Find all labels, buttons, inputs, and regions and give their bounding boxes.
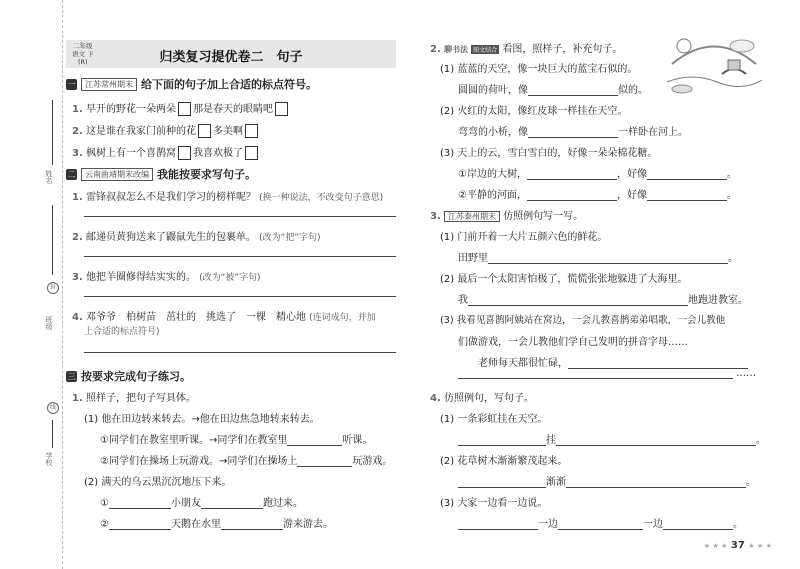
s1-q2-text-a: 这是谁在我家门前种的花 bbox=[85, 126, 196, 137]
r-q4-text: 仿照例句，写句子。 bbox=[443, 393, 534, 404]
s3-p1a1 bbox=[100, 431, 372, 446]
s2-q3-num: 3. bbox=[72, 272, 83, 283]
r-q4c-l2a: 一边 bbox=[538, 519, 558, 530]
stars-right: ★ ★ ★ bbox=[748, 542, 772, 550]
blank[interactable] bbox=[468, 295, 688, 306]
page-title: 归类复习提优卷二 句子 bbox=[159, 50, 303, 65]
section-2-title: 我能按要求写句子。 bbox=[157, 168, 256, 181]
grade-line2: 语文 下 bbox=[72, 50, 94, 58]
name-line bbox=[52, 100, 53, 165]
r-q4c-l2b: 一边 bbox=[643, 519, 663, 530]
grade-line1: 二年级 bbox=[73, 42, 93, 50]
s1-q2-text-b: 多美啊 bbox=[212, 126, 243, 137]
page-number-value: 37 bbox=[730, 540, 745, 551]
r-q2b-l2b: 一样卧在河上。 bbox=[618, 127, 688, 138]
s2-q2 bbox=[72, 228, 321, 243]
r-q4a-l2-text: 挂 bbox=[546, 435, 556, 446]
r-q3b-l2a: 我 bbox=[458, 295, 468, 306]
r-q4c-l1: (3) 大家一边看一边说。 bbox=[440, 498, 548, 509]
blank[interactable] bbox=[221, 519, 283, 530]
punct-box[interactable] bbox=[178, 146, 191, 160]
title-bar bbox=[66, 40, 396, 68]
blank[interactable] bbox=[528, 127, 618, 138]
answer-line[interactable] bbox=[84, 296, 396, 297]
s3-p1b1-b: 跑过来。 bbox=[262, 498, 303, 509]
s3-p1 bbox=[72, 389, 196, 404]
seal-mark: 封 bbox=[47, 282, 59, 294]
r-q2-num: 2. bbox=[430, 44, 441, 55]
s2-q3 bbox=[72, 268, 261, 283]
s1-q3 bbox=[72, 144, 260, 160]
s1-q2 bbox=[72, 122, 260, 138]
blank[interactable] bbox=[556, 435, 756, 446]
r-q3-num: 3. bbox=[430, 211, 441, 222]
r-q2c-l3a: ②平静的河面， bbox=[458, 190, 527, 201]
r-q3c-l3-text: 老师每天都很忙碌， bbox=[478, 358, 568, 369]
r-q2 bbox=[430, 40, 622, 55]
school-label: 学校 bbox=[45, 452, 53, 466]
s2-q1-num: 1. bbox=[72, 192, 83, 203]
section-3-number: 三 bbox=[67, 371, 76, 381]
r-q3b-l2b: 地跑进教室。 bbox=[688, 295, 748, 306]
r-q2c-l1: (3) 天上的云，雪白雪白的，好像一朵朵棉花糖。 bbox=[440, 148, 658, 159]
s3-p1-text: 照样子，把句子写具体。 bbox=[85, 393, 196, 404]
r-q3a-l2-text: 田野里 bbox=[458, 253, 488, 264]
r-q2c-l2b: ，好像 bbox=[616, 169, 647, 180]
section-3-title: 按要求完成句子练习。 bbox=[81, 370, 191, 383]
s3-p1b2-mark: ② bbox=[100, 519, 109, 530]
s3-p1a2-pre: ②同学们在操场上玩游戏。→同学们在操场上 bbox=[100, 456, 298, 467]
s1-q3-text-b: 我喜欢极了 bbox=[192, 148, 243, 159]
r-q4b-l2-text: 渐渐 bbox=[546, 477, 566, 488]
r-q3b-l2 bbox=[458, 291, 748, 306]
name-label: 姓名 bbox=[45, 170, 53, 184]
answer-line[interactable] bbox=[458, 378, 733, 379]
s2-q2-text: 邮递员黄狗送来了鼹鼠先生的包裹单。 bbox=[85, 232, 256, 243]
r-q3c-l3 bbox=[478, 354, 748, 369]
punct-box[interactable] bbox=[178, 102, 191, 116]
blank[interactable] bbox=[527, 190, 617, 201]
grade-line3: (R) bbox=[77, 58, 88, 66]
s3-p1b1-a: 小朋友 bbox=[170, 498, 201, 509]
blank[interactable] bbox=[287, 435, 342, 446]
r-q4c-l2 bbox=[458, 515, 743, 530]
s2-q2-num: 2. bbox=[72, 232, 83, 243]
s2-q4-hint: (连词成句，并加 bbox=[309, 313, 376, 323]
blank[interactable] bbox=[488, 253, 728, 264]
r-q3 bbox=[430, 207, 583, 222]
s3-p1a2 bbox=[100, 452, 392, 467]
answer-line[interactable] bbox=[84, 256, 396, 257]
blank[interactable] bbox=[558, 519, 643, 530]
r-q3c-l2: 们做游戏，一会儿教他们学自己发明的拼音字母…… bbox=[458, 337, 688, 348]
r-q2a-l2b: 似的。 bbox=[618, 85, 648, 96]
r-q4 bbox=[430, 389, 534, 404]
r-q2c-l2 bbox=[458, 165, 737, 180]
r-q2c-l2a: ①岸边的大树， bbox=[458, 169, 527, 180]
blank[interactable] bbox=[201, 498, 263, 509]
punct-box[interactable] bbox=[198, 124, 211, 138]
r-q2-tag: 图文结合 bbox=[473, 47, 498, 54]
r-q2a-l2a: 圆圆的荷叶，像 bbox=[458, 85, 528, 96]
r-q2b-l2a: 弯弯的小桥，像 bbox=[458, 127, 528, 138]
r-q3a-l1: (1) 门前开着一大片五颜六色的鲜花。 bbox=[440, 232, 608, 243]
s3-p1a1-pre: ①同学们在教室里听课。→同学们在教室里 bbox=[100, 435, 288, 446]
r-q2a-l2 bbox=[458, 81, 648, 96]
s2-q1-text: 雷锋叔叔怎么不是我们学习的榜样呢？ bbox=[85, 192, 256, 203]
s3-p1b2-b: 游来游去。 bbox=[282, 519, 333, 530]
r-q4b-l1: (2) 花草树木渐渐繁茂起来。 bbox=[440, 456, 568, 467]
s2-q3-hint: (改为“被”字句) bbox=[199, 273, 261, 283]
period: 。 bbox=[733, 519, 743, 530]
r-q2c-l3 bbox=[458, 186, 737, 201]
period: 。 bbox=[746, 477, 756, 488]
blank[interactable] bbox=[458, 435, 546, 446]
r-q3-text: 仿照例句写一写。 bbox=[503, 211, 584, 222]
section-1-header bbox=[66, 76, 317, 92]
section-1-title: 给下面的句子加上合适的标点符号。 bbox=[141, 78, 317, 91]
s1-q1 bbox=[72, 100, 290, 116]
blank[interactable] bbox=[109, 519, 171, 530]
blank[interactable] bbox=[528, 85, 618, 96]
class-label: 班级 bbox=[45, 316, 53, 330]
s3-p1a1-post: 听课。 bbox=[342, 435, 373, 446]
blank[interactable] bbox=[458, 519, 538, 530]
answer-line[interactable] bbox=[84, 216, 396, 217]
section-2-number: 二 bbox=[67, 169, 76, 179]
punct-box[interactable] bbox=[245, 146, 258, 160]
r-q3-tag: 江苏泰州期末 bbox=[444, 211, 500, 222]
s3-p1b1-mark: ① bbox=[100, 498, 109, 509]
r-q2b-l2 bbox=[458, 123, 688, 138]
blank[interactable] bbox=[297, 456, 352, 467]
s1-q3-text-a: 枫树上有一个喜鹊窝 bbox=[85, 148, 176, 159]
r-q3a-l2 bbox=[458, 249, 738, 264]
s2-q1 bbox=[72, 188, 383, 203]
stars-left: ★ ★ ★ bbox=[703, 542, 728, 550]
scenery-illustration bbox=[662, 34, 766, 98]
s3-p1b1 bbox=[100, 494, 303, 509]
s2-q1-hint: (换一种说法，不改变句子意思) bbox=[259, 193, 384, 203]
s2-q4-hint2: 上合适的标点符号) bbox=[84, 327, 160, 337]
period: 。 bbox=[756, 435, 766, 446]
blank[interactable] bbox=[568, 358, 748, 369]
r-q3c-ellipsis: …… bbox=[736, 368, 756, 379]
s2-q4-text: 邓爷爷 柏树苗 茁壮的 挑选了 一棵 精心地 bbox=[85, 312, 306, 323]
blank[interactable] bbox=[458, 477, 546, 488]
r-q3b-l1: (2) 最后一个太阳害怕极了，慌慌张张地躲进了大海里。 bbox=[440, 274, 688, 285]
blank[interactable] bbox=[566, 477, 746, 488]
period: 。 bbox=[728, 253, 738, 264]
s2-q3-text: 他把羊圈修得结实实的。 bbox=[85, 272, 196, 283]
section-3-header bbox=[66, 368, 191, 384]
period: 。 bbox=[726, 190, 737, 201]
s1-q1-text-a: 早开的野花一朵两朵 bbox=[85, 104, 176, 115]
punct-box[interactable] bbox=[275, 102, 288, 116]
r-q4-num: 4. bbox=[430, 393, 441, 404]
r-q4a-l1: (1) 一条彩虹挂在天空。 bbox=[440, 414, 548, 425]
blank[interactable] bbox=[647, 190, 727, 201]
blank[interactable] bbox=[109, 498, 171, 509]
section-1-tag: 江苏常州期末 bbox=[81, 78, 137, 91]
s1-q2-num: 2. bbox=[72, 126, 83, 137]
r-q4b-l2 bbox=[458, 473, 756, 488]
binding-margin bbox=[0, 0, 63, 569]
punct-box[interactable] bbox=[245, 124, 258, 138]
r-q2a-l1: (1) 蓝蓝的天空，像一块巨大的蓝宝石似的。 bbox=[440, 64, 638, 75]
blank[interactable] bbox=[527, 169, 617, 180]
s3-p1a2-post: 玩游戏。 bbox=[352, 456, 393, 467]
s3-p1b: (2) 满天的乌云黑沉沉地压下来。 bbox=[84, 477, 232, 488]
section-1-number: 一 bbox=[67, 79, 76, 89]
class-line bbox=[52, 205, 53, 275]
section-2-header bbox=[66, 166, 256, 182]
school-line bbox=[52, 420, 53, 448]
s3-p1b2 bbox=[100, 515, 333, 530]
s1-q1-num: 1. bbox=[72, 104, 83, 115]
blank[interactable] bbox=[647, 169, 727, 180]
r-q2-skill: 聊书法 bbox=[443, 45, 468, 54]
s2-q4-num: 4. bbox=[72, 312, 83, 323]
s3-p1b2-a: 天鹅在水里 bbox=[170, 519, 221, 530]
r-q2c-l3b: ，好像 bbox=[616, 190, 647, 201]
s3-p1-num: 1. bbox=[72, 393, 83, 404]
s1-q1-text-b: 那是春天的眼睛吧 bbox=[192, 104, 273, 115]
answer-line[interactable] bbox=[84, 352, 396, 353]
line-mark: 线 bbox=[47, 402, 59, 414]
blank[interactable] bbox=[663, 519, 733, 530]
s3-p1a: (1) 他在田边转来转去。→他在田边焦急地转来转去。 bbox=[84, 414, 320, 425]
s1-q3-num: 3. bbox=[72, 148, 83, 159]
r-q4a-l2 bbox=[458, 431, 766, 446]
period: 。 bbox=[726, 169, 737, 180]
r-q2b-l1: (2) 火红的太阳，像红皮球一样挂在天空。 bbox=[440, 106, 628, 117]
section-2-tag: 云南曲靖期末改编 bbox=[81, 168, 153, 181]
page-number bbox=[704, 540, 772, 551]
r-q3c-l1: (3) 我看见喜鹊阿姨站在窝边，一会儿教喜鹊弟弟唱歌，一会儿教他 bbox=[440, 315, 726, 326]
r-q2-text: 看图，照样子，补充句子。 bbox=[502, 44, 623, 55]
s2-q2-hint: (改为“把”字句) bbox=[259, 233, 321, 243]
s2-q4 bbox=[72, 308, 376, 323]
